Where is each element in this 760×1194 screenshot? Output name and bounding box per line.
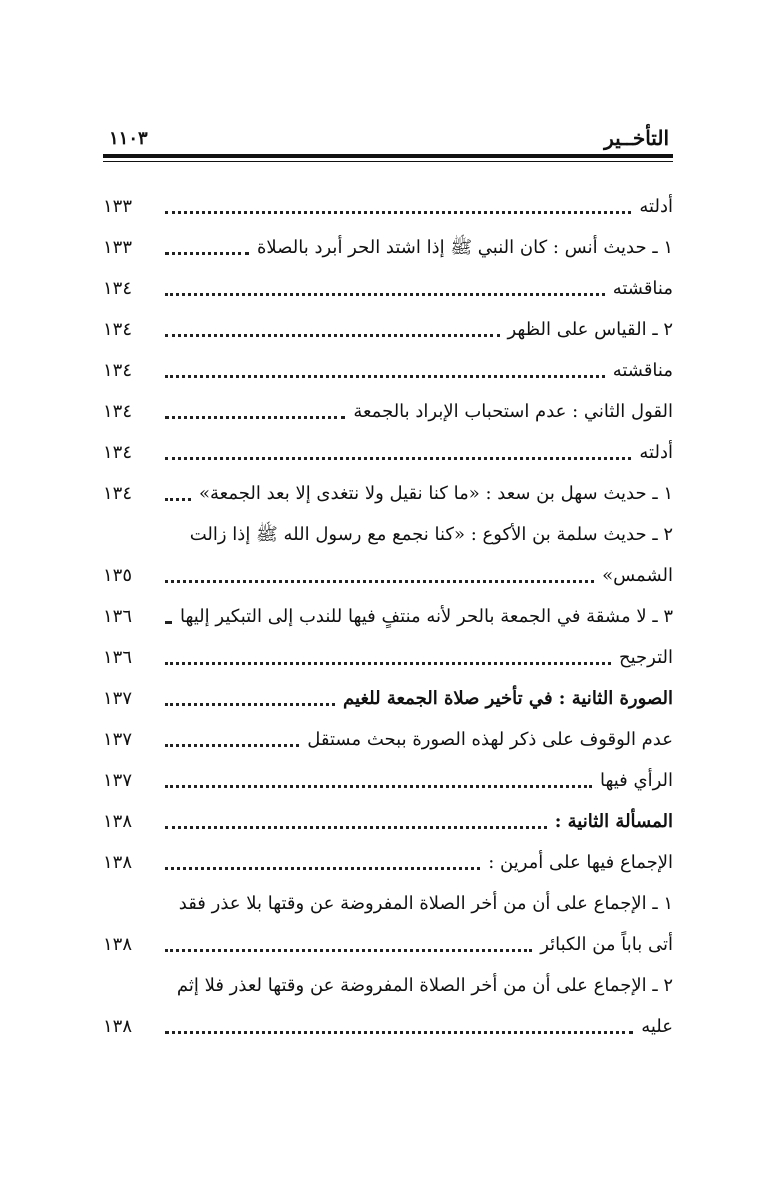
dot-leader: [165, 744, 299, 747]
toc-entry-text: الترجيح: [618, 647, 673, 668]
toc-entry-text: ٣ ـ لا مشقة في الجمعة بالحر لأنه منتفٍ فيها للندب إلى التبكير إليها: [179, 606, 673, 627]
toc-entry-text: ١ ـ الإجماع على أن من أخر الصلاة المفروضة عن وقتها بلا عذر فقد: [178, 893, 673, 914]
toc-entry-text: عليه: [641, 1016, 673, 1037]
toc-entry-page: ١٣٥: [103, 565, 133, 586]
header-rule-thick: [103, 154, 673, 158]
toc-entry: [103, 221, 673, 262]
toc-entry-page: ١٣٤: [103, 401, 133, 422]
dot-leader: [165, 826, 547, 829]
toc-entry-text: مناقشته: [612, 360, 673, 381]
running-title: التأخــير: [604, 126, 669, 150]
dot-leader: [165, 580, 594, 583]
toc-entry-text: ٢ ـ حديث سلمة بن الأكوع : «كنا نجمع مع رسول الله ﷺ إذا زالت: [189, 524, 673, 545]
dot-leader: [165, 252, 249, 255]
toc-entry-page: ١٣٧: [103, 770, 133, 791]
toc-entry-text: الشمس»: [602, 565, 673, 586]
dot-leader: [165, 457, 631, 460]
toc-entry-page: ١٣٤: [103, 483, 133, 504]
dot-leader: [165, 867, 480, 870]
toc-entry-text: أدلته: [639, 442, 673, 463]
toc-entry-text: ١ ـ حديث أنس : كان النبي ﷺ إذا اشتد الحر أبرد بالصلاة: [257, 237, 673, 258]
toc-entry: [103, 795, 673, 836]
running-header: [103, 122, 673, 152]
dot-leader: [165, 334, 500, 337]
toc-entry-page: ١٣٣: [103, 196, 133, 217]
dot-leader: [165, 949, 532, 952]
toc-entry-page: ١٣٨: [103, 934, 133, 955]
dot-leader: [165, 662, 611, 665]
toc-entry-page: ١٣٤: [103, 278, 133, 299]
toc-entry-page: ١٣٦: [103, 647, 133, 668]
toc-entry-page: ١٣٣: [103, 237, 133, 258]
toc-entry: [103, 754, 673, 795]
toc-entry-page: ١٣٧: [103, 729, 133, 750]
toc-entry-text: مناقشته: [612, 278, 673, 299]
dot-leader: [165, 211, 631, 214]
dot-leader: [165, 785, 592, 788]
table-of-contents: [103, 180, 673, 1041]
toc-entry: [103, 467, 673, 508]
toc-entry: [103, 385, 673, 426]
toc-entry: [103, 508, 673, 549]
toc-entry-page: ١٣٦: [103, 606, 133, 627]
toc-entry: [103, 426, 673, 467]
toc-entry-text: ١ ـ حديث سهل بن سعد : «ما كنا نقيل ولا نتغدى إلا بعد الجمعة»: [199, 483, 673, 504]
toc-entry-page: ١٣٨: [103, 1016, 133, 1037]
toc-entry: [103, 180, 673, 221]
toc-entry: [103, 672, 673, 713]
toc-entry: [103, 262, 673, 303]
toc-entry-text: الصورة الثانية : في تأخير صلاة الجمعة للغيم: [343, 688, 673, 709]
toc-entry: [103, 590, 673, 631]
toc-entry: [103, 549, 673, 590]
dot-leader: [165, 293, 605, 296]
toc-entry: [103, 918, 673, 959]
toc-entry-text: أدلته: [639, 196, 673, 217]
dot-leader: [165, 498, 191, 501]
toc-entry-page: ١٣٨: [103, 852, 133, 873]
toc-entry-page: ١٣٤: [103, 319, 133, 340]
toc-entry-page: ١٣٨: [103, 811, 133, 832]
toc-entry-text: أتى باباً من الكبائر: [540, 934, 673, 955]
toc-entry-text: الإجماع فيها على أمرين :: [488, 852, 673, 873]
page-number: ١١٠٣: [109, 128, 148, 149]
toc-entry-text: القول الثاني : عدم استحباب الإبراد بالجمعة: [353, 401, 673, 422]
toc-entry-page: ١٣٤: [103, 360, 133, 381]
toc-entry: [103, 303, 673, 344]
toc-entry: [103, 344, 673, 385]
toc-entry-text: الرأي فيها: [599, 770, 673, 791]
toc-entry-text: ٢ ـ القياس على الظهر: [507, 319, 673, 340]
dot-leader: [165, 416, 345, 419]
toc-entry-text: عدم الوقوف على ذكر لهذه الصورة ببحث مستقل: [307, 729, 673, 750]
dot-leader: [165, 621, 172, 624]
header-rule-thin: [103, 161, 673, 162]
toc-entry-page: ١٣٧: [103, 688, 133, 709]
book-page: [103, 0, 673, 1194]
toc-entry-page: ١٣٤: [103, 442, 133, 463]
toc-entry: [103, 631, 673, 672]
dot-leader: [165, 703, 335, 706]
dot-leader: [165, 1031, 633, 1034]
toc-entry: [103, 959, 673, 1000]
toc-entry: [103, 836, 673, 877]
toc-entry: [103, 1000, 673, 1041]
toc-entry-text: ٢ ـ الإجماع على أن من أخر الصلاة المفروضة عن وقتها لعذر فلا إثم: [176, 975, 673, 996]
dot-leader: [165, 375, 605, 378]
toc-entry: [103, 877, 673, 918]
toc-entry: [103, 713, 673, 754]
toc-entry-text: المسألة الثانية :: [554, 811, 673, 832]
